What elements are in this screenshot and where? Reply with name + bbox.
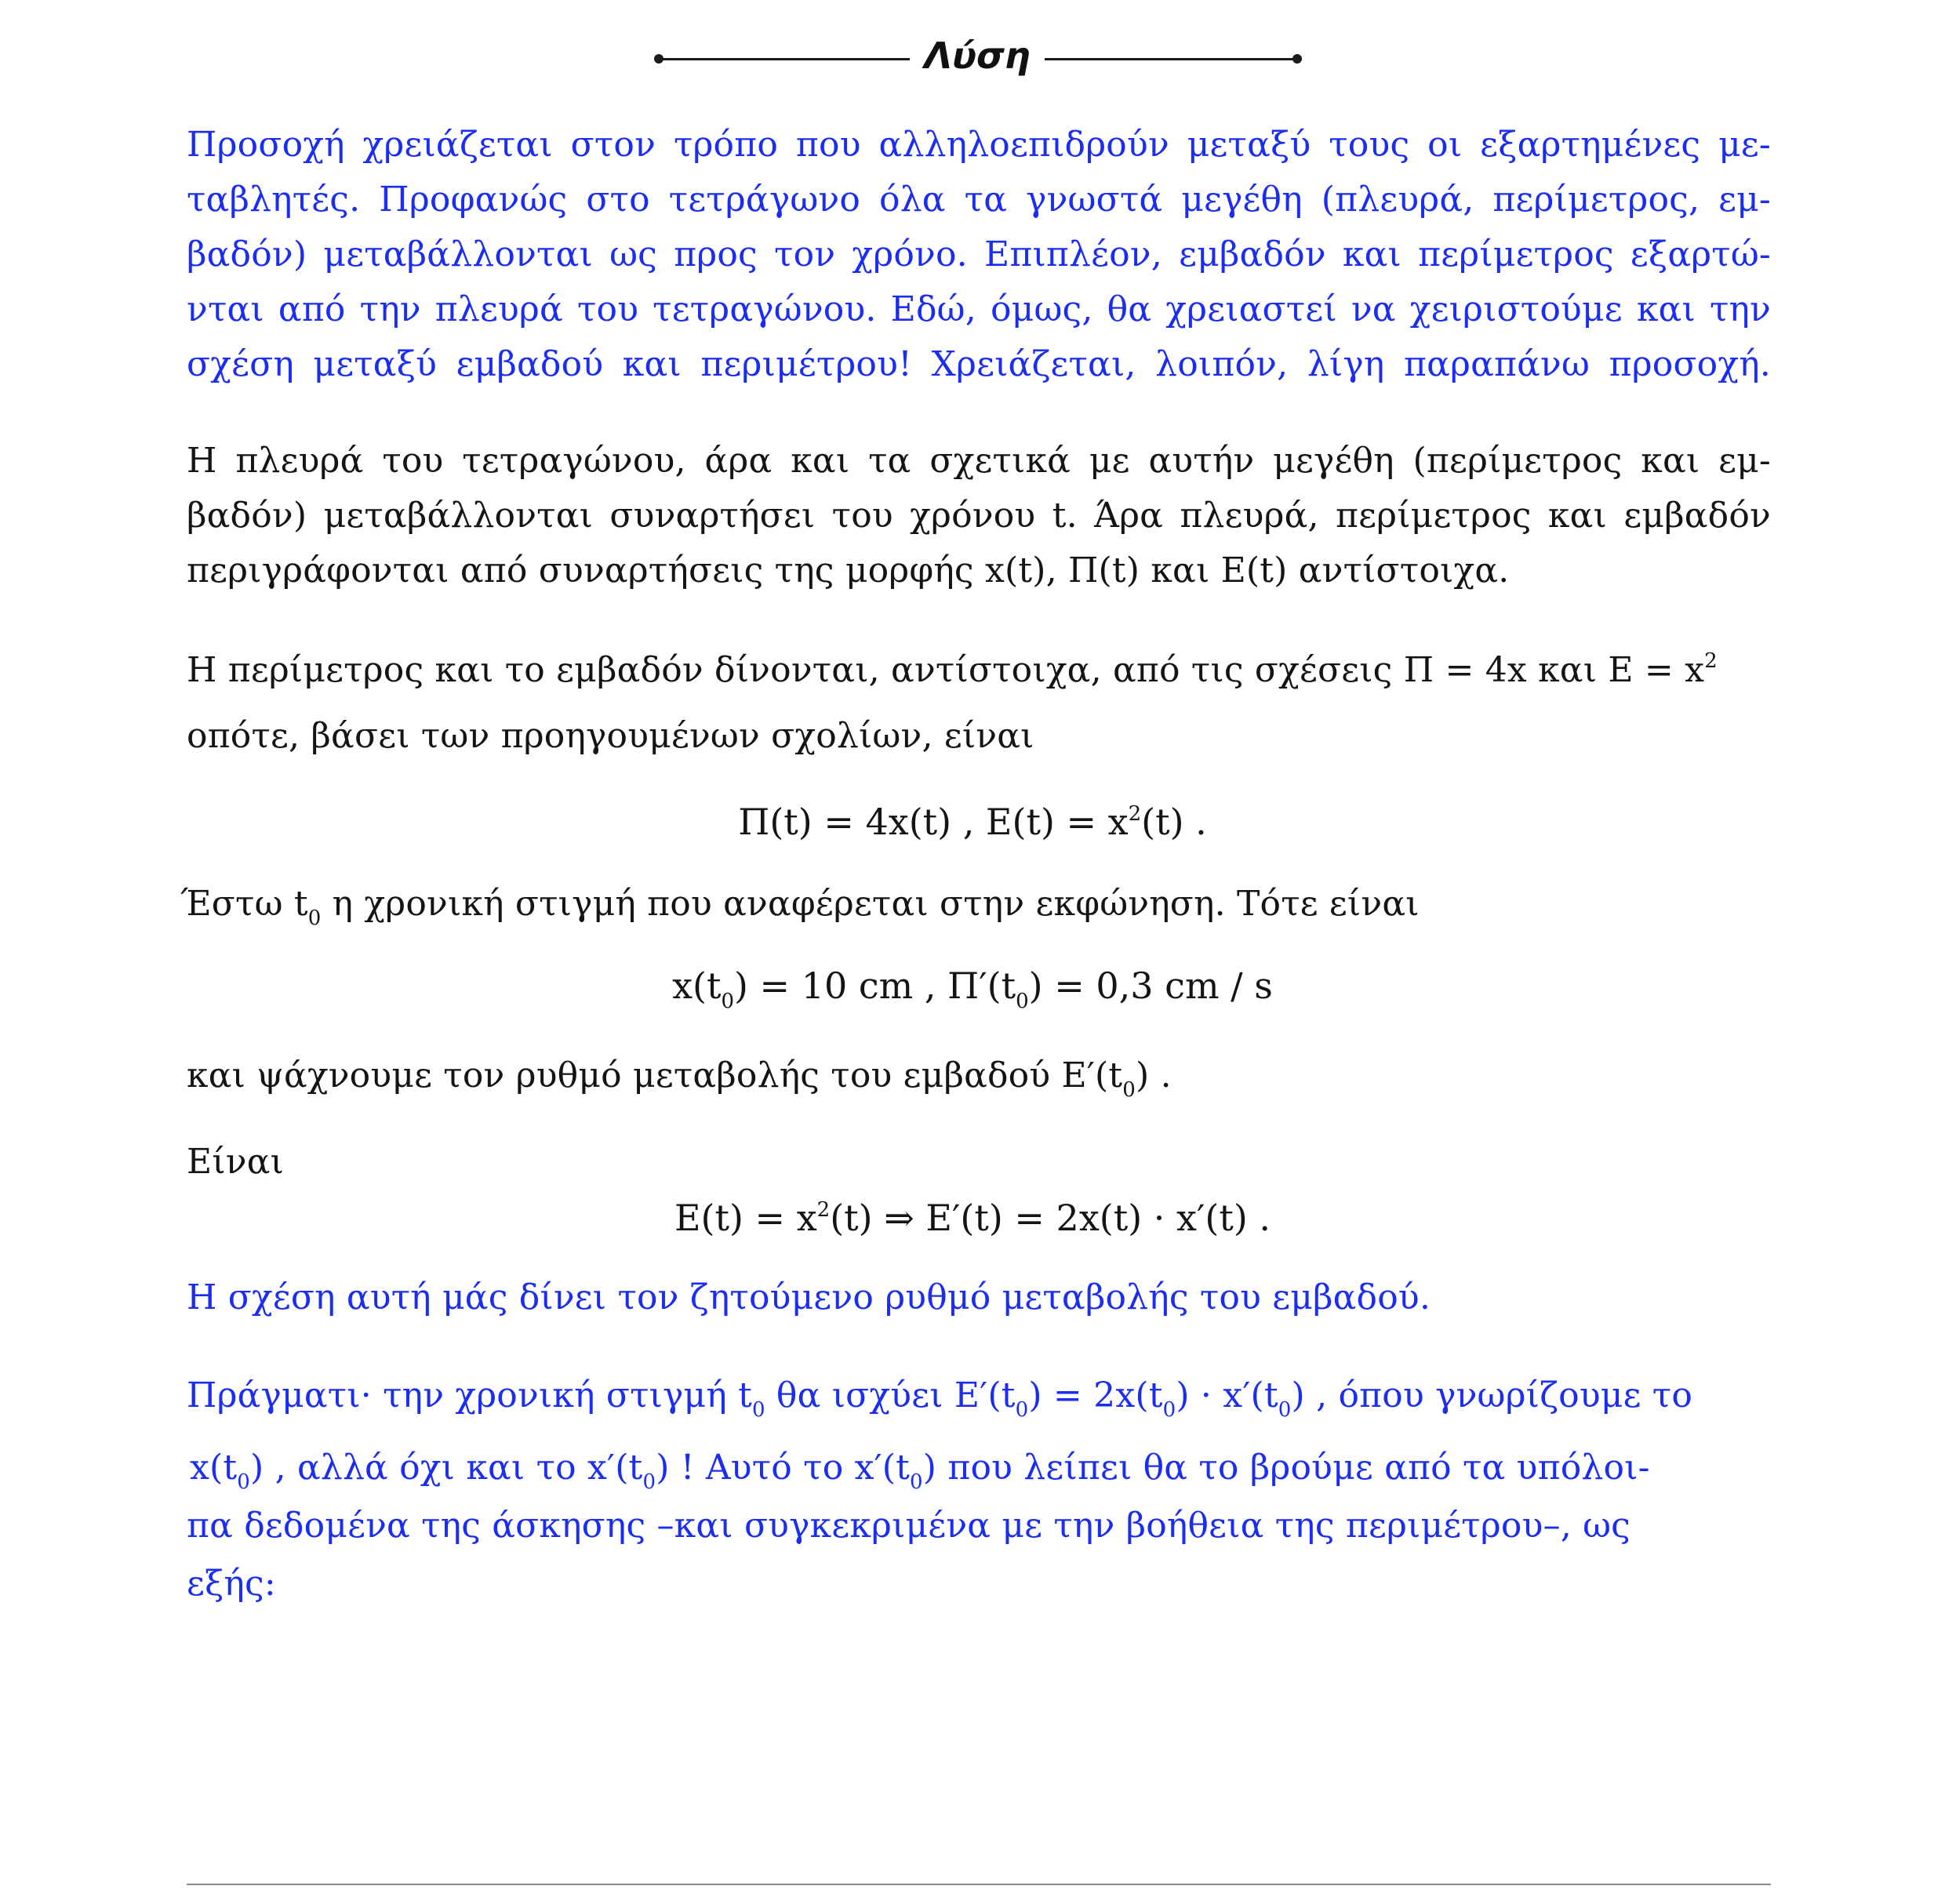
relations-exponent: 2 xyxy=(1704,649,1718,673)
let-t0-part-a: Έστω t xyxy=(180,884,308,924)
indeed-l1a: Πράγματι· την χρονική στιγμή t xyxy=(187,1375,752,1415)
functions-line-2: βαδόν) μεταβάλλονται συναρτήσει του χρόνου t. Άρα πλευρά, περίμετρος και εμβαδόν xyxy=(187,496,1771,536)
seek-rate-subscript: 0 xyxy=(1122,1078,1136,1102)
indeed-line-1 xyxy=(187,1368,1771,1423)
let-t0-part-b: η χρονική στιγμή που αναφέρεται στην εκφώνηση. Τότε είναι xyxy=(321,884,1420,924)
seek-rate-line xyxy=(187,1048,1771,1103)
einai-line: Είναι xyxy=(187,1142,285,1182)
indeed-l1e: ) , όπου γνωρίζουμε το xyxy=(1291,1375,1693,1415)
indeed-l2a: x(t xyxy=(190,1448,238,1488)
indeed-l2b: ) , αλλά όχι και το x′(t xyxy=(250,1448,643,1488)
intro-line-2: ταβλητές. Προφανώς στο τετράγωνο όλα τα γνωστά μεγέθη (πλευρά, περίμετρος, εμ- xyxy=(187,180,1771,220)
indeed-line-4: εξής: xyxy=(187,1564,276,1604)
indeed-line-1-left xyxy=(187,1368,1692,1423)
relations-line-1 xyxy=(187,643,1771,698)
footer-rule xyxy=(187,1884,1771,1885)
heading-rule-left xyxy=(659,58,910,60)
paragraph-relations xyxy=(187,643,1771,764)
eq1-part-b: (t) . xyxy=(1141,801,1207,843)
eq3-part-a: Ε(t) = x xyxy=(674,1197,817,1239)
paragraph-intro xyxy=(187,118,1771,392)
paragraph-einai xyxy=(187,1135,1771,1190)
relations-line-2: οπότε, βάσει των προηγουμένων σχολίων, είναι xyxy=(187,716,1034,756)
indeed-l2-sub1: 0 xyxy=(237,1470,251,1494)
indeed-line-3: πα δεδομένα της άσκησης –και συγκεκριμένα με την βοήθεια της περιμέτρου–, ως xyxy=(187,1506,1631,1546)
intro-line-5: σχέση μεταξύ εμβαδού και περιμέτρου! Χρειάζεται, λοιπόν, λίγη παραπάνω προσοχή. xyxy=(187,344,1771,384)
intro-line-1: Προσοχή χρειάζεται στον τρόπο που αλληλοεπιδρούν μεταξύ τους οι εξαρτημένες με- xyxy=(187,125,1771,165)
indeed-line-2 xyxy=(190,1441,1771,1495)
indeed-l1-sub4: 0 xyxy=(1278,1398,1292,1422)
functions-line-3: περιγράφονται από συναρτήσεις της μορφής x(t), Π(t) και Ε(t) αντίστοιχα. xyxy=(187,550,1510,590)
eq1-exponent: 2 xyxy=(1128,802,1142,826)
indeed-l2-sub2: 0 xyxy=(642,1470,656,1494)
eq2-part-a: x(t xyxy=(672,965,722,1007)
heading-title: Λύση xyxy=(924,35,1031,77)
intro-line-3: βαδόν) μεταβάλλονται ως προς τον χρόνο. Επιπλέον, εμβαδόν και περίμετρος εξαρτώ- xyxy=(187,234,1771,274)
eq2-part-b: ) = 10 cm , Π′(t xyxy=(733,965,1016,1007)
eq3-part-b: (t) ⇒ Ε′(t) = 2x(t) · x′(t) . xyxy=(830,1197,1271,1239)
let-t0-subscript: 0 xyxy=(307,907,322,930)
indeed-l1-sub3: 0 xyxy=(1162,1398,1176,1422)
indeed-l1d: ) · x′(t xyxy=(1176,1375,1278,1415)
indeed-l1c: ) = 2x(t xyxy=(1028,1375,1163,1415)
let-t0-line xyxy=(180,877,1771,932)
paragraph-functions xyxy=(187,434,1771,598)
heading-rule-right xyxy=(1045,58,1296,60)
indeed-l1-sub1: 0 xyxy=(751,1398,765,1422)
seek-rate-part-a: και ψάχνουμε τον ρυθμό μεταβολής του εμβαδού Ε′(t xyxy=(187,1056,1123,1096)
functions-line-1: Η πλευρά του τετραγώνου, άρα και τα σχετικά με αυτήν μεγέθη (περίμετρος και εμ- xyxy=(187,441,1771,481)
eq2-subscript-2: 0 xyxy=(1016,990,1029,1013)
paragraph-seek-rate xyxy=(187,1048,1771,1103)
intro-line-4: νται από την πλευρά του τετραγώνου. Εδώ, όμως, θα χρειαστεί να χειριστούμε και την xyxy=(187,289,1771,329)
equation-area-derivative xyxy=(0,1190,1945,1245)
seek-rate-part-b: ) . xyxy=(1136,1056,1172,1096)
heading-dot-right xyxy=(1292,54,1302,64)
paragraph-indeed xyxy=(187,1368,1771,1611)
eq2-part-c: ) = 0,3 cm / s xyxy=(1028,965,1273,1007)
relations-text: Η περίμετρος και το εμβαδόν δίνονται, αντίστοιχα, από τις σχέσεις Π = 4x και Ε = x xyxy=(187,650,1705,690)
indeed-l1b: θα ισχύει Ε′(t xyxy=(765,1375,1016,1415)
eq3-exponent: 2 xyxy=(816,1198,831,1222)
section-heading xyxy=(651,31,1302,86)
indeed-l2d: ) που λείπει θα το βρούμε από τα υπόλοι- xyxy=(922,1448,1650,1488)
equation-perimeter-area xyxy=(0,794,1945,849)
equation-given-values xyxy=(0,958,1945,1013)
paragraph-let-t0 xyxy=(180,877,1771,932)
eq2-subscript-1: 0 xyxy=(721,990,734,1013)
this-relation-line: Η σχέση αυτή μάς δίνει τον ζητούμενο ρυθμό μεταβολής του εμβαδού. xyxy=(187,1277,1431,1317)
eq1-part-a: Π(t) = 4x(t) , Ε(t) = x xyxy=(738,801,1129,843)
indeed-l2c: ) ! Αυτό το x′(t xyxy=(656,1448,911,1488)
paragraph-this-relation xyxy=(187,1270,1771,1325)
indeed-l2-sub3: 0 xyxy=(910,1470,923,1494)
indeed-l1-sub2: 0 xyxy=(1015,1398,1029,1422)
